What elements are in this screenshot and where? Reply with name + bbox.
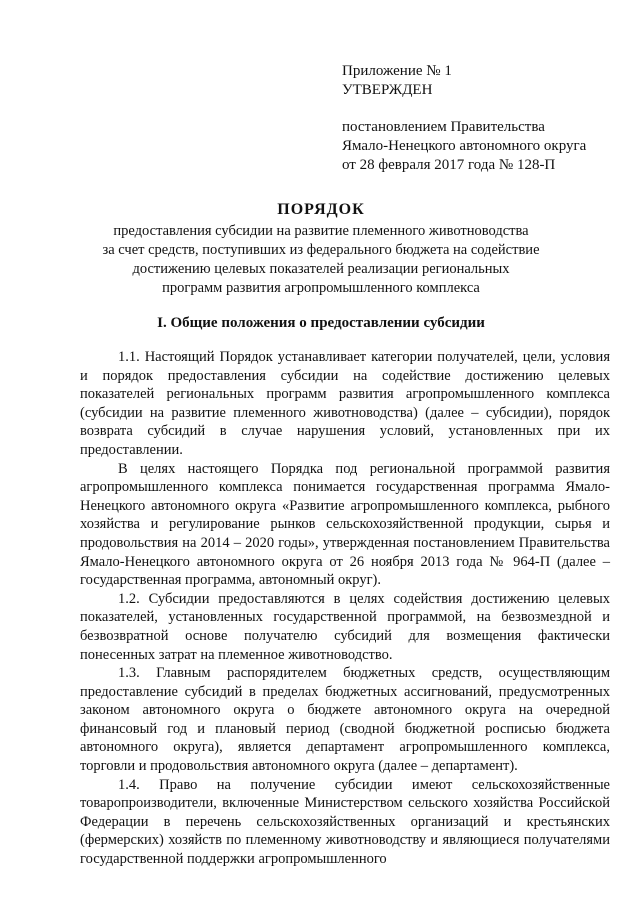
paragraph-1-1: 1.1. Настоящий Порядок устанавливает категории получателей, цели, условия и порядок предоставления субсидии на содействие достижению целевых показателей региональных программ развития агропромышленного комплекса (субсидии на развитие племенного животноводства) (далее – субсидии), порядок возврата субсидий в случае нарушения условий, установленных при их предоставлении. bbox=[80, 349, 610, 458]
paragraph-1-4: 1.4. Право на получение субсидии имеют сельскохозяйственные товаропроизводители, включенные Министерством сельского хозяйства Российской Федерации в перечень сельскохозяйственных организаций и крестьянских (фермерских) хозяйств по племенному животноводству и являющиеся получателями государственной поддержки агропромышленного bbox=[80, 776, 610, 868]
section-heading: I. Общие положения о предоставлении субсидии bbox=[157, 315, 485, 331]
document-body bbox=[80, 348, 610, 869]
appendix-number: Приложение № 1 bbox=[342, 63, 452, 79]
approval-stamp-block bbox=[342, 62, 622, 175]
approval-authority-region: Ямало-Ненецкого автономного округа bbox=[342, 138, 587, 154]
document-title-block bbox=[80, 200, 562, 298]
subtitle-line-1: предоставления субсидии на развитие племенного животноводства bbox=[113, 223, 529, 239]
approval-authority-line: постановлением Правительства bbox=[342, 119, 545, 135]
approval-date: от 28 февраля 2017 года № 128-П bbox=[342, 157, 556, 173]
paragraph-definition: В целях настоящего Порядка под региональной программой развития агропромышленного комплекса понимается государственная программа Ямало-Ненецкого автономного округа «Развитие агропромышленного комплекса, рыбного хозяйства и регулирование рынков сельскохозяйственной продукции, сырья и продовольствия на 2014 – 2020 годы», утвержденная постановлением Правительства Ямало-Ненецкого автономного округа от 26 ноября 2013 года № 964-П (далее – государственная программа, автономный округ). bbox=[80, 460, 610, 589]
subtitle-line-3: достижению целевых показателей реализации региональных bbox=[132, 261, 510, 277]
subtitle-line-4: программ развития агропромышленного комплекса bbox=[162, 280, 480, 296]
paragraph-1-2: 1.2. Субсидии предоставляются в целях содействия достижению целевых показателей, установленных государственной программой, на безвозмездной и безвозвратной основе получателю субсидий для возмещения фактически понесенных затрат на племенное животноводство. bbox=[80, 590, 610, 663]
document-title: ПОРЯДОК bbox=[277, 201, 365, 218]
approved-label: УТВЕРЖДЕН bbox=[342, 82, 433, 98]
subtitle-line-2: за счет средств, поступивших из федерального бюджета на содействие bbox=[102, 242, 540, 258]
paragraph-1-3: 1.3. Главным распорядителем бюджетных средств, осуществляющим предоставление субсидий в пределах бюджетных ассигнований, предусмотренных законом автономного округа о бюджете автономного округа на очередной финансовый год и плановый период (сводной бюджетной росписью бюджета автономного округа), является департамент агропромышленного комплекса, торговли и продовольствия автономного округа (далее – департамент). bbox=[80, 665, 610, 775]
